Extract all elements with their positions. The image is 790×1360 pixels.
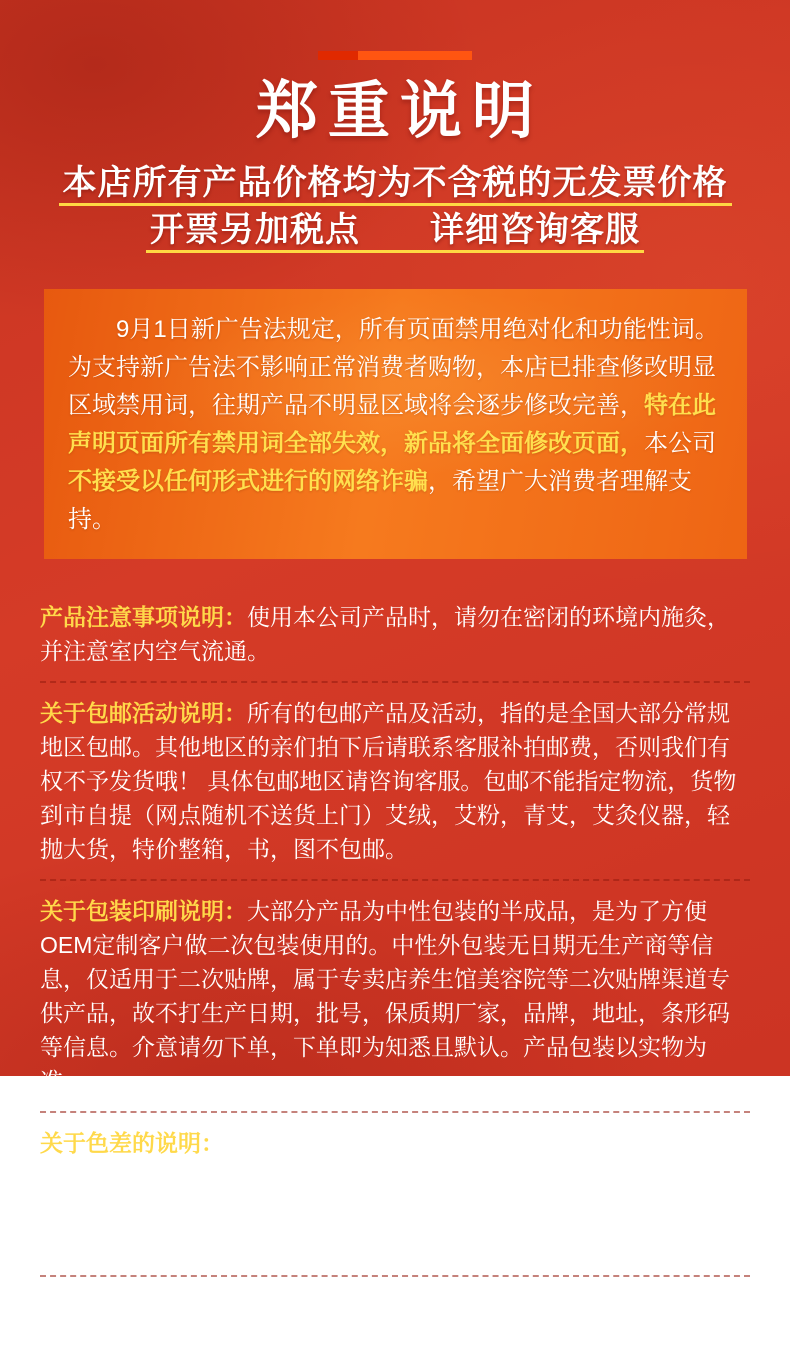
- headline-line-2: [0, 211, 790, 253]
- section-text: 所有的包邮产品及活动，指的是全国大部分常规地区包邮。其他地区的亲们拍下后请联系客服补拍邮费，否则我们有权不予发货哦！ 具体包邮地区请咨询客服。包邮不能指定物流，货物到市自提（网点随机不送货上门）艾绒，艾粉，青艾，艾灸仪器，轻抛大货，特价整箱，书，图不包邮。: [40, 700, 737, 862]
- notice-text-run: 本公司: [644, 430, 716, 457]
- page-title: 郑重说明: [255, 77, 544, 146]
- section-color-difference: [40, 1113, 750, 1275]
- notice-highlight-run: 不接受以任何形式进行的网络诈骗: [68, 468, 428, 495]
- notice-text-run: 9月1日新广告法规定，所有页面禁用绝对化和功能性词。为支持新广告法不影响正常消费者购物，本店已排查修改明显区域禁用词，往期产品不明显区域将会逐步修改完善，: [68, 316, 719, 419]
- ad-law-notice-text: [68, 316, 719, 533]
- section-text: 大部分产品为中性包装的半成品，是为了方便OEM定制客户做二次包装使用的。中性外包装无日期无生产商等信息，仅适用于二次贴牌，属于专卖店养生馆美容院等二次贴牌渠道专供产品，故不打生产日期，批号，保质期厂家，品牌，地址，条形码等信息。介意请勿下单，下单即为知悉且默认。产品包装以实物为准。: [40, 898, 730, 1094]
- section-label: 关于包邮活动说明：: [40, 700, 247, 726]
- accent-bar-dark-segment: [318, 51, 358, 60]
- section-product-caution: [40, 587, 750, 681]
- section-label: 关于色差的说明：: [40, 1130, 224, 1156]
- ad-law-notice-box: [44, 289, 747, 559]
- local-pickup-notice: 南阳本地市区内不发货，如有需要，请到门店自提，下单即为默认知悉！: [40, 1295, 741, 1357]
- section-label: 产品注意事项说明：: [40, 604, 247, 630]
- headline-line-2-text: 开票另加税点 详细咨询客服: [146, 211, 644, 253]
- section-free-shipping: [40, 683, 750, 879]
- section-label: 关于包装印刷说明：: [40, 898, 247, 924]
- statement-sections: [40, 587, 750, 1277]
- notice-text-run: ，希望广大消费者理解支持。: [68, 468, 692, 533]
- accent-bar-orange-segment: [358, 51, 472, 60]
- section-text: 使用本公司产品时，请勿在密闭的环境内施灸，并注意室内空气流通。: [40, 604, 730, 664]
- notice-highlight-run: 特在此声明页面所有禁用词全部失效，新品将全面修改页面，: [68, 392, 716, 457]
- headline-line-1-text: 本店所有产品价格均为不含税的无发票价格: [59, 164, 732, 206]
- title-accent-bar: [0, 0, 790, 60]
- section-text: 所有产品照片均为专业摄影师拍摄，并对照片进行精心修正调整，尽量与实物保持一致，由于光线、显示器配置不同，个人对颜色的理解不同造成的色差难以避免，这类问题不属于产品质量问题。: [40, 1130, 730, 1258]
- headline-line-1: [0, 164, 790, 206]
- price-headline: [0, 164, 790, 253]
- section-packaging-printing: [40, 881, 750, 1111]
